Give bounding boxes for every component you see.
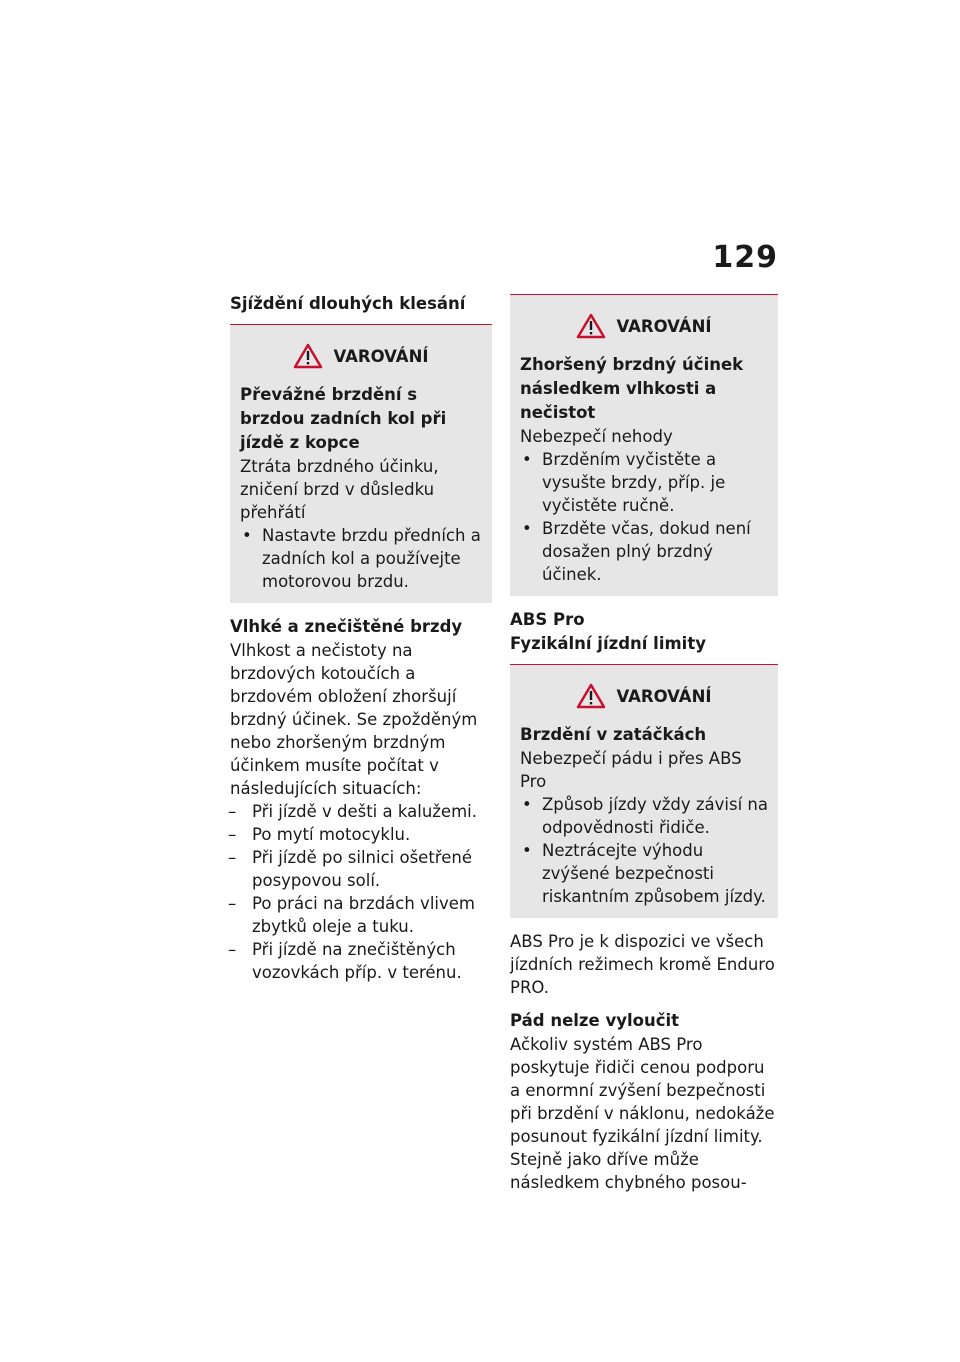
warning-text: Nebezpečí nehody [520, 427, 673, 446]
warning-title: VAROVÁNÍ [616, 316, 712, 336]
warning-triangle-icon [576, 683, 606, 709]
list-item: • Neztrácejte výhodu zvýšené bezpečnosti riskantním způsobem jízdy. [520, 839, 768, 908]
warning-bullets [240, 524, 482, 593]
section-heading-descent: Sjíždění dlouhých klesání [230, 294, 466, 313]
left-column [230, 292, 492, 984]
warning-subtitle: Zhoršený brzdný účinek následkem vlhkosti a nečistot [520, 355, 744, 422]
list-item: • Brzděte včas, dokud není dosažen plný brzdný účinek. [520, 517, 768, 586]
section-heading-wet-brakes: Vlhké a znečištěné brzdy [230, 617, 463, 636]
warning-text: Nebezpečí pádu i přes ABS Pro [520, 749, 742, 791]
warning-text: Ztráta brzdného účinku, zničení brzd v důsledku přehřátí [240, 457, 439, 522]
list-item: – Při jízdě po silnici ošetřené posypovou solí. [230, 846, 492, 892]
list-item: – Po práci na brzdách vlivem zbytků oleje a tuku. [230, 892, 492, 938]
list-item: – Po mytí motocyklu. [230, 823, 492, 846]
right-column [510, 292, 778, 1194]
section-heading-abs-pro: ABS Pro [510, 610, 585, 629]
warning-subtitle: Brzdění v zatáčkách [520, 725, 707, 744]
warning-subtitle: Převážné brzdění s brzdou zadních kol při jízdě z kopce [240, 385, 447, 452]
warning-title: VAROVÁNÍ [333, 346, 429, 366]
warning-triangle-icon [576, 313, 606, 339]
list-item: • Nastavte brzdu předních a zadních kol a používejte motorovou brzdu. [240, 524, 482, 593]
section-heading-physical-limits: Fyzikální jízdní limity [510, 634, 706, 653]
page-number: 129 [712, 240, 778, 275]
warning-box-wet-brakes [510, 294, 778, 596]
situation-list [230, 800, 492, 984]
list-item: – Při jízdě v dešti a kalužemi. [230, 800, 492, 823]
list-item: • Brzděním vyčistěte a vysušte brzdy, příp. je vyčistěte ručně. [520, 448, 768, 517]
paragraph-fall: Ačkoliv systém ABS Pro poskytuje řidiči cenou podporu a enormní zvýšení bezpečnosti při brzdění v náklonu, nedokáže posunout fyzikální jízdní limity. Stejně jako dříve může následkem chybného posou- [510, 1035, 775, 1192]
paragraph-wet-brakes: Vlhkost a nečistoty na brzdových kotoučích a brzdovém obložení zhoršují brzdný účinek. Se zpožděným nebo zhoršeným brzdným účinkem musíte počítat v následujících situacích: [230, 641, 478, 798]
section-heading-fall: Pád nelze vyloučit [510, 1011, 680, 1030]
list-item: – Při jízdě na znečištěných vozovkách příp. v terénu. [230, 938, 492, 984]
warning-triangle-icon [293, 343, 323, 369]
warning-bullets [520, 448, 768, 586]
warning-bullets [520, 793, 768, 908]
list-item: • Způsob jízdy vždy závisí na odpovědnosti řidiče. [520, 793, 768, 839]
warning-title: VAROVÁNÍ [616, 686, 712, 706]
warning-box-rear-brake [230, 324, 492, 603]
paragraph-abs-availability: ABS Pro je k dispozici ve všech jízdních režimech kromě Enduro PRO. [510, 932, 775, 997]
warning-box-cornering [510, 664, 778, 918]
